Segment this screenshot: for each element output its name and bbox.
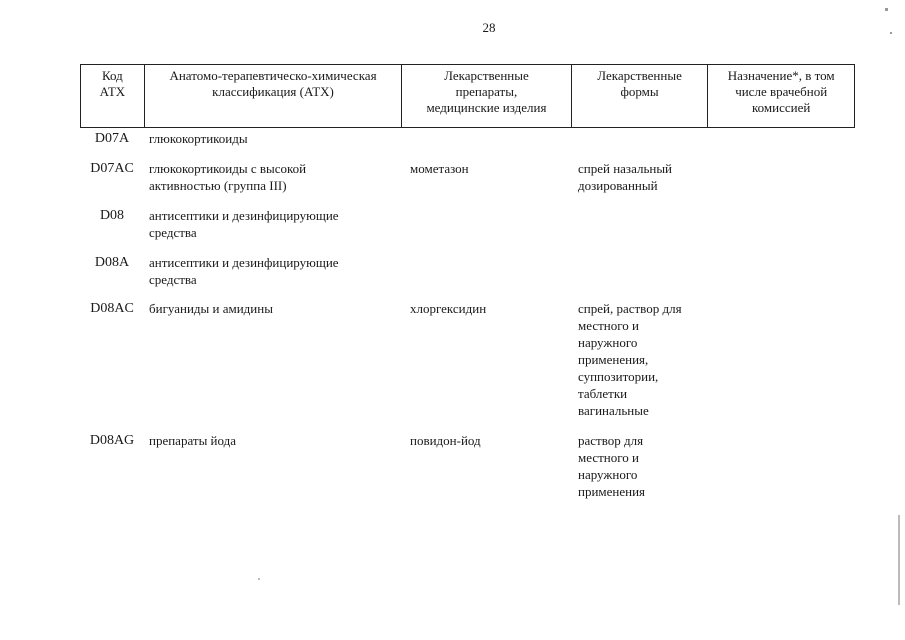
row-code: D08A <box>94 255 130 270</box>
row-form: спрей, раствор для местного и наружного применения, суппозитории, таблетки вагинальные <box>578 301 682 418</box>
scan-edge-line <box>898 515 900 605</box>
header-drugs: Лекарственные препараты, медицинские изделия <box>402 65 572 127</box>
row-atx: глюкокортикоиды с высокой активностью (группа III) <box>149 161 307 193</box>
scan-speck <box>258 578 260 580</box>
row-drug: мометазон <box>410 161 469 176</box>
scan-speck <box>890 32 892 34</box>
row-atx: препараты йода <box>149 433 237 448</box>
row-code: D08AG <box>89 433 135 448</box>
row-form: раствор для местного и наружного применения <box>578 433 646 499</box>
scan-speck <box>885 8 888 11</box>
row-code: D07AC <box>90 161 134 176</box>
row-atx: антисептики и дезинфицирующие средства <box>149 208 339 240</box>
header-code-atx: Код АТХ <box>81 65 145 127</box>
row-code: D08 <box>99 208 125 223</box>
row-code: D08AC <box>90 301 134 316</box>
table-header <box>80 64 855 128</box>
header-atx-classification: Анатомо-терапевтическо-химическая классификация (АТХ) <box>145 65 402 127</box>
row-drug: хлоргексидин <box>410 301 487 316</box>
row-atx: бигуаниды и амидины <box>149 301 273 316</box>
header-dosage-forms: Лекарственные формы <box>572 65 709 127</box>
row-drug: повидон-йод <box>410 433 481 448</box>
header-purpose: Назначение*, в том числе врачебной комиссией <box>727 68 835 115</box>
row-form: спрей назальный дозированный <box>578 161 673 193</box>
page-number <box>0 20 905 36</box>
row-code: D07A <box>94 131 130 146</box>
row-atx: антисептики и дезинфицирующие средства <box>149 255 339 287</box>
page-number-text: 28 <box>482 20 496 35</box>
row-atx: глюкокортикоиды <box>149 131 248 146</box>
